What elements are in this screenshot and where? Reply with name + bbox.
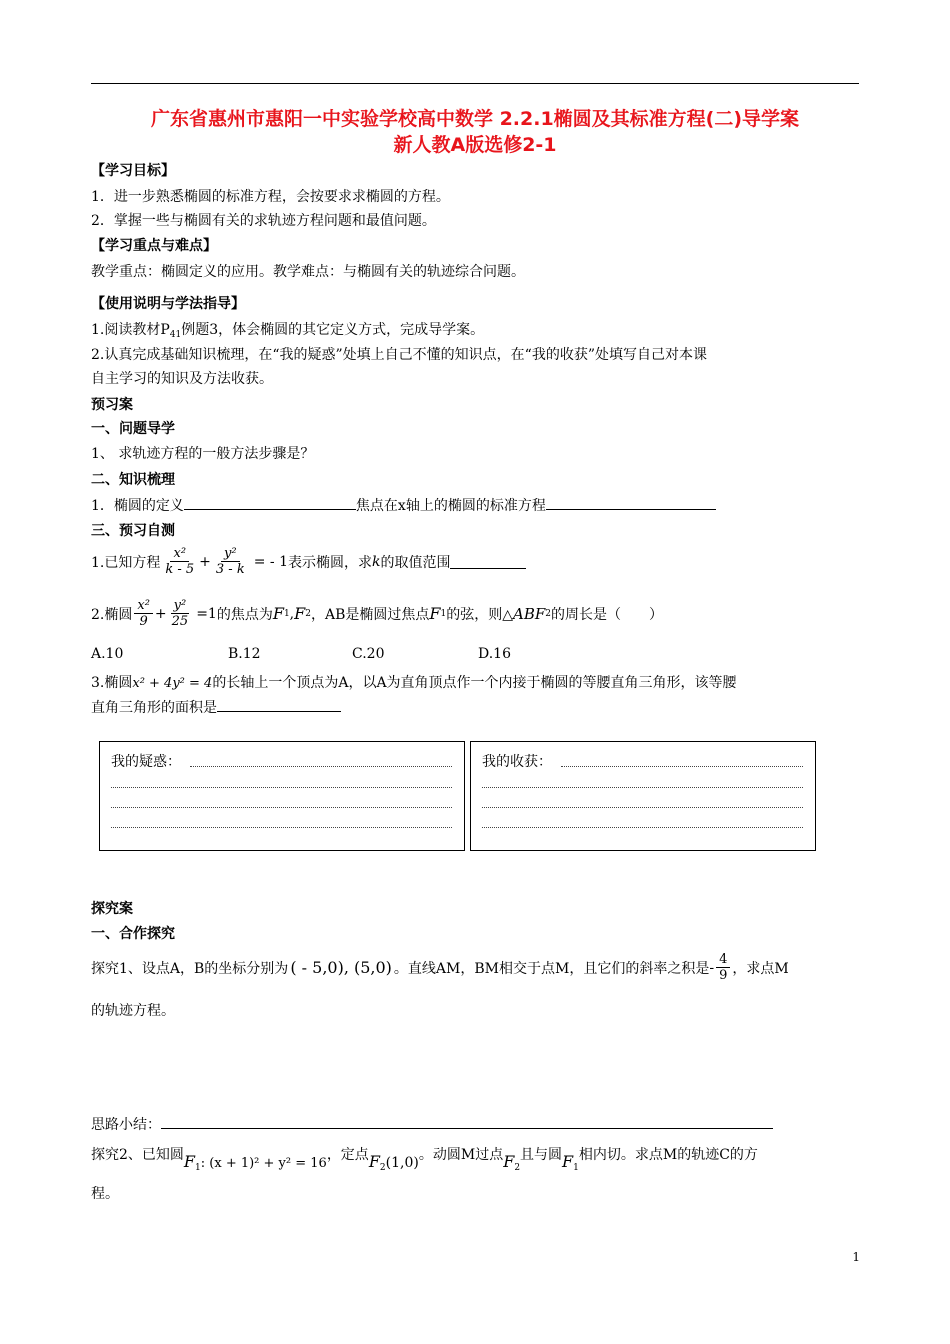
q2-prefix: 2.椭圆 [91,606,133,623]
q2-option-a: A.10 [91,646,124,662]
q2-frac2-den: 25 [171,614,189,629]
document-title-line1: 广东省惠州市惠阳一中实验学校高中数学 2.2.1椭圆及其标准方程(二)导学案 [150,108,800,130]
gain-line-2 [482,787,803,788]
e2-f2-ref-sub: 2 [514,1163,521,1173]
e1-text2: 。直线AM，BM相交于点M，且它们的斜率之积是 [393,960,710,977]
e1-fraction [716,952,730,983]
question-1 [91,546,526,577]
explore-1-line2: 的轨迹方程。 [91,1003,175,1019]
question-2 [91,598,663,629]
e1-minus: - [709,959,715,976]
guide-item-1 [91,319,484,340]
doubt-line-4 [111,827,452,828]
q2-eq: =1 [196,605,217,622]
q3-line2: 直角三角形的面积是 [91,700,217,716]
standard-eq-blank[interactable] [546,495,716,510]
header-rule [91,83,859,84]
e1-frac-num: 4 [716,952,730,968]
q2-f2: F [294,604,306,623]
e1-frac-den: 9 [719,968,728,983]
q2-fraction-1 [134,598,153,629]
q1-frac2-num: y² [221,546,240,562]
e2-text1: 探究2、已知圆 [91,1146,184,1163]
goals-heading: 【学习目标】 [91,163,175,179]
e2-f2-ref [503,1152,520,1173]
e2-f1-sub: 1 [195,1163,201,1173]
q2-abf: ABF [513,604,546,623]
gain-line-4 [482,827,803,828]
key-points-heading: 【学习重点与难点】 [91,238,217,254]
e2-text2: ，定点 [326,1146,369,1163]
goal-item-1: 1．进一步熟悉椭圆的标准方程，会按要求求椭圆的方程。 [91,189,450,205]
q1-tail: 的取值范围 [380,554,451,571]
q1-frac1-den: k - 5 [165,562,195,577]
e2-text3: 。动圆M过点 [418,1146,504,1163]
e2-text4: 且与圆 [520,1146,563,1163]
explore-2-line1 [91,1134,758,1173]
preview-s3-heading: 三、预习自测 [91,523,175,539]
summary-row [91,1114,773,1134]
q2-f1: F [272,604,284,623]
gain-label: 我的收获： [482,754,552,770]
gain-line-3 [482,807,803,808]
page-number: 1 [852,1250,860,1264]
doubt-line-2 [111,787,452,788]
e2-circle-f1 [184,1152,327,1173]
explore-2-line2: 程。 [91,1186,119,1202]
q2-f2-sub: 2 [305,608,311,619]
definition-blank[interactable] [184,495,356,510]
q2-frac1-num: x² [134,598,153,614]
e2-f1-ref-sub: 1 [573,1163,579,1173]
e1-text3: ，求点M [732,960,789,977]
guide-item-1-a: 1.阅读教材P [91,322,170,338]
e2-f1-letter: F [183,1152,196,1171]
e2-f2-letter: F [368,1152,380,1171]
e2-f2-ref-letter: F [503,1152,515,1171]
doubt-line-3 [111,807,452,808]
key-points-text: 教学重点：椭圆定义的应用。教学难点：与椭圆有关的轨迹综合问题。 [91,264,525,280]
q2-frac1-den: 9 [139,614,148,629]
q1-fraction-2 [213,546,248,577]
q2-fraction-2 [169,598,192,629]
preview-s2-item [91,495,716,515]
question-3-line1 [91,672,737,692]
q1-frac1-num: x² [170,546,189,562]
q2-comma: , [289,605,295,622]
q1-answer-blank[interactable] [450,554,526,569]
guide-item-1-page: 41 [169,330,182,340]
q2-plus: + [154,605,167,622]
e2-point: (1,0) [385,1155,419,1171]
q2-text3: 的弦，则△ [446,606,513,623]
e2-f1-ref-letter: F [562,1152,574,1171]
doubt-label: 我的疑惑： [111,754,181,770]
preview-s1-item: 1、 求轨迹方程的一般方法步骤是？ [91,446,315,462]
e1-coords: ( - 5,0), (5,0) [290,958,392,977]
explore-heading: 探究案 [91,901,133,917]
e2-circle-eq: : (x + 1)² + y² = 16 [200,1156,327,1171]
e1-text1: 探究1、设点A，B的坐标分别为 [91,960,289,977]
q2-option-d: D.16 [478,646,511,662]
e2-text5: 相内切。求点M的轨迹C的方 [578,1146,758,1163]
summary-label: 思路小结： [91,1117,161,1133]
q1-plus: + [199,553,211,570]
q2-option-c: C.20 [352,646,385,662]
q3-prefix: 3.椭圆 [91,675,133,691]
definition-label: 1．椭圆的定义 [91,498,184,514]
guide-item-2-line2: 自主学习的知识及方法收获。 [91,371,273,387]
explore-s1-heading: 一、合作探究 [91,926,175,942]
explore-1-line1 [91,952,789,983]
preview-s1-heading: 一、问题导学 [91,421,175,437]
q3-equation: x² + 4y² = 4 [132,676,213,691]
q2-abf-sub: 2 [545,608,551,619]
standard-eq-label: 焦点在x轴上的椭圆的标准方程 [355,498,546,514]
q2-frac2-num: y² [171,598,190,614]
e2-point-f2 [369,1152,419,1173]
q1-k: k [372,553,381,570]
document-title-line2: 新人教A版选修2-1 [393,134,557,156]
q1-frac2-den: 3 - k [215,562,245,577]
q2-text2: ，AB是椭圆过焦点 [310,606,430,623]
q2-text4: 的周长是（ ） [551,606,663,623]
guide-item-1-b: 例题3，体会椭圆的其它定义方式，完成导学案。 [181,322,485,338]
e2-f2-sub: 2 [379,1163,386,1173]
guide-item-2-line1: 2.认真完成基础知识梳理，在“我的疑惑”处填上自己不懂的知识点，在“我的收获”处填写自己对本课 [91,347,707,363]
q1-eq: = - 1 [253,553,288,570]
goal-item-2: 2．掌握一些与椭圆有关的求轨迹方程问题和最值问题。 [91,213,436,229]
q2-f1-again: F [429,604,441,623]
q1-fraction-1 [162,546,197,577]
q1-text: 表示椭圆，求 [288,554,372,571]
q2-f1-again-sub: 1 [440,608,447,619]
q3-answer-blank[interactable] [217,697,341,712]
e2-f1-ref [562,1152,579,1173]
q3-text: 的长轴上一个顶点为A，以A为直角顶点作一个内接于椭圆的等腰直角三角形，该等腰 [212,675,737,691]
q2-f1-sub: 1 [283,608,290,619]
q2-text1: 的焦点为 [216,606,273,623]
gain-line-1 [561,766,803,767]
doubt-line-1 [190,766,452,767]
preview-heading: 预习案 [91,397,133,413]
question-3-line2 [91,697,341,717]
summary-blank[interactable] [161,1114,773,1129]
q1-prefix: 1.已知方程 [91,554,161,571]
preview-s2-heading: 二、知识梳理 [91,472,175,488]
q2-option-b: B.12 [228,646,261,662]
guide-heading: 【使用说明与学法指导】 [91,296,245,312]
